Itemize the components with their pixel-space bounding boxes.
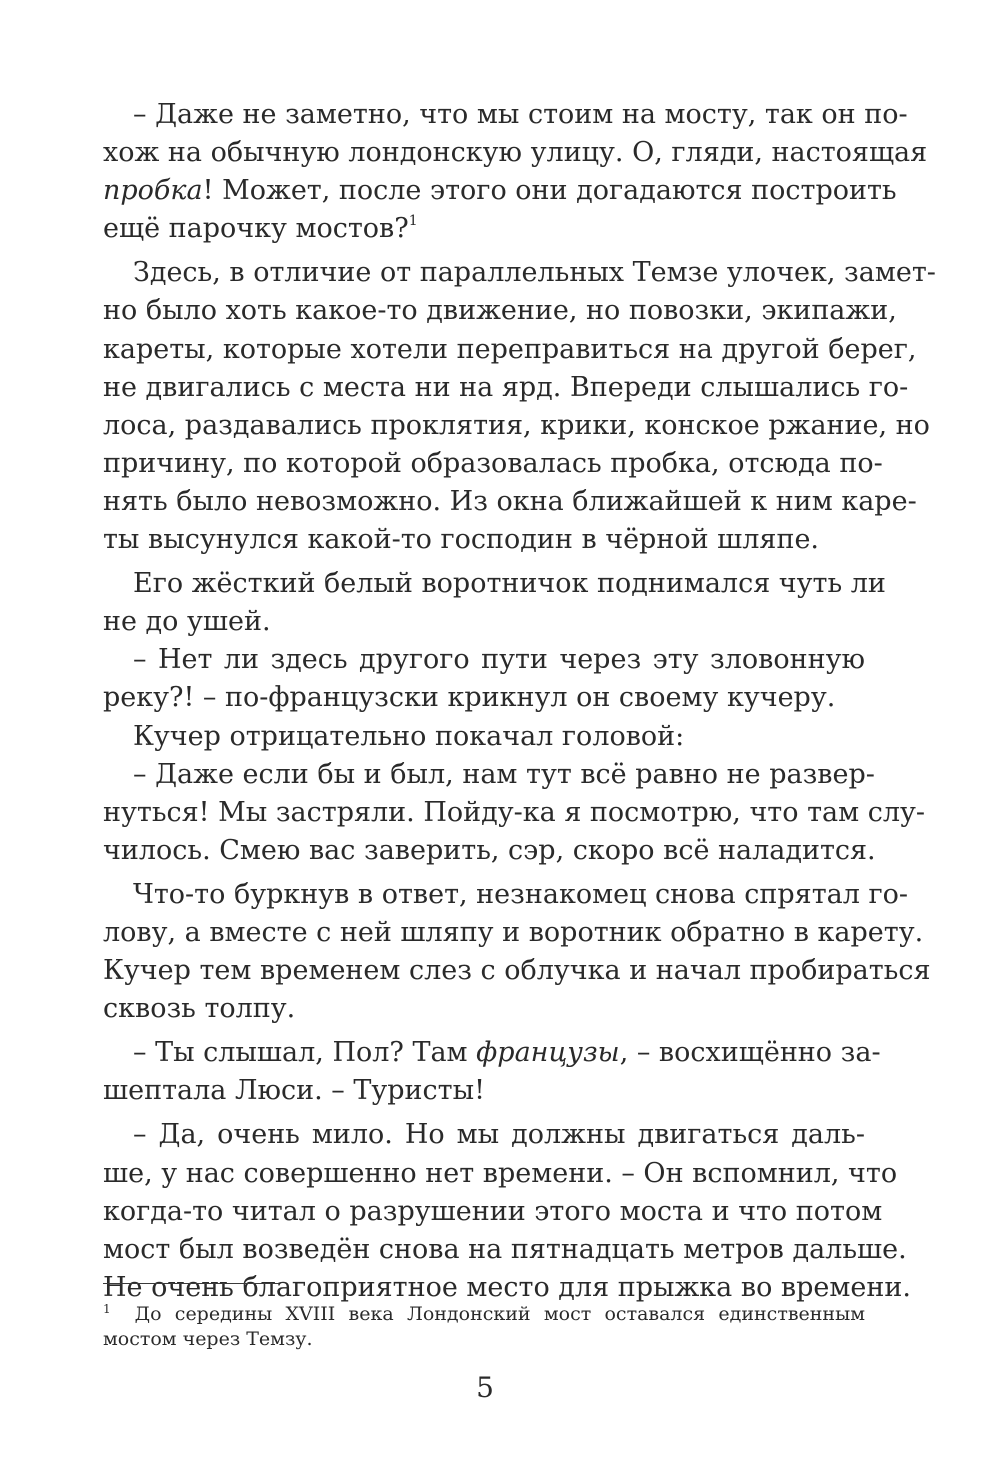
text-line: Что-то буркнув в ответ, незнакомец снова спрятал го- (133, 878, 909, 910)
text-fragment: ! Может, после этого они догадаются построить (202, 175, 897, 207)
italic-word: пробка (103, 175, 203, 207)
text-line: причину, по которой образовалась пробка, отсюда по- (103, 447, 883, 479)
text-line: не до ушей. (103, 606, 271, 638)
text-line: – Даже если бы и был, нам тут всё равно не развер- (133, 758, 875, 790)
text-line: лову, а вместе с ней шляпу и воротник обратно в карету. (103, 916, 924, 948)
text-line: Не очень благоприятное место для прыжка во времени. (103, 1271, 911, 1303)
text-line: чилось. Смею вас заверить, сэр, скоро всё наладится. (103, 834, 876, 866)
text-line: – Нет ли здесь другого пути через эту зловонную (133, 644, 865, 676)
text-line: хож на обычную лондонскую улицу. О, гляди, настоящая (103, 137, 928, 169)
text-fragment: , – восхищённо за- (619, 1037, 881, 1069)
footnote-divider (103, 1283, 279, 1284)
text-line (103, 172, 897, 210)
footnote-line (103, 1294, 865, 1324)
text-line (103, 1034, 881, 1072)
text-line: кареты, которые хотели переправиться на другой берег, (103, 333, 917, 365)
footnote-text: До середины XVIII века Лондонский мост оставался единственным (134, 1303, 865, 1325)
footnote (103, 1294, 865, 1354)
text-line: когда-то читал о разрушении этого моста и что потом (103, 1195, 883, 1227)
footnote-marker: 1 (103, 1302, 111, 1316)
text-line: – Даже не заметно, что мы стоим на мосту, так он по- (133, 99, 908, 130)
text-line: мост был возведён снова на пятнадцать метров дальше. (103, 1233, 907, 1265)
text-line: но было хоть какое-то движение, но повозки, экипажи, (103, 295, 897, 327)
text-line: Здесь, в отличие от параллельных Темзе улочек, замет- (133, 257, 936, 289)
text-line: Его жёсткий белый воротничок поднимался чуть ли (133, 568, 886, 600)
text-line (103, 210, 865, 248)
text-line: Кучер тем временем слез с облучка и начал пробираться (103, 955, 931, 987)
text-line: сквозь толпу. (103, 993, 296, 1025)
text-line: шептала Люси. – Туристы! (103, 1075, 485, 1107)
footnote-reference: 1 (408, 213, 418, 230)
text-line: не двигались с места ни на ярд. Впереди слышались го- (103, 371, 909, 403)
text-line: нять было невозможно. Из окна ближайшей к ним каре- (103, 485, 917, 517)
text-fragment: – Ты слышал, Пол? Там (133, 1037, 477, 1069)
text-fragment: ещё парочку мостов? (103, 213, 409, 245)
text-line: ше, у нас совершенно нет времени. – Он вспомнил, что (103, 1157, 898, 1189)
text-line: ты высунулся какой-то господин в чёрной шляпе. (103, 524, 820, 556)
text-line: – Да, очень мило. Но мы должны двигаться даль- (133, 1119, 865, 1151)
text-line: реку?! – по-французски крикнул он своему кучеру. (103, 682, 836, 714)
text-line: нуться! Мы застряли. Пойду-ка я посмотрю, что там слу- (103, 796, 925, 828)
footnote-line: мостом через Темзу. (103, 1328, 313, 1350)
text-line: лоса, раздавались проклятия, крики, конское ржание, но (103, 409, 930, 441)
italic-word: французы (476, 1037, 620, 1069)
text-line: Кучер отрицательно покачал головой: (133, 720, 685, 752)
page-number: 5 (476, 1371, 494, 1404)
main-text (103, 96, 936, 1307)
